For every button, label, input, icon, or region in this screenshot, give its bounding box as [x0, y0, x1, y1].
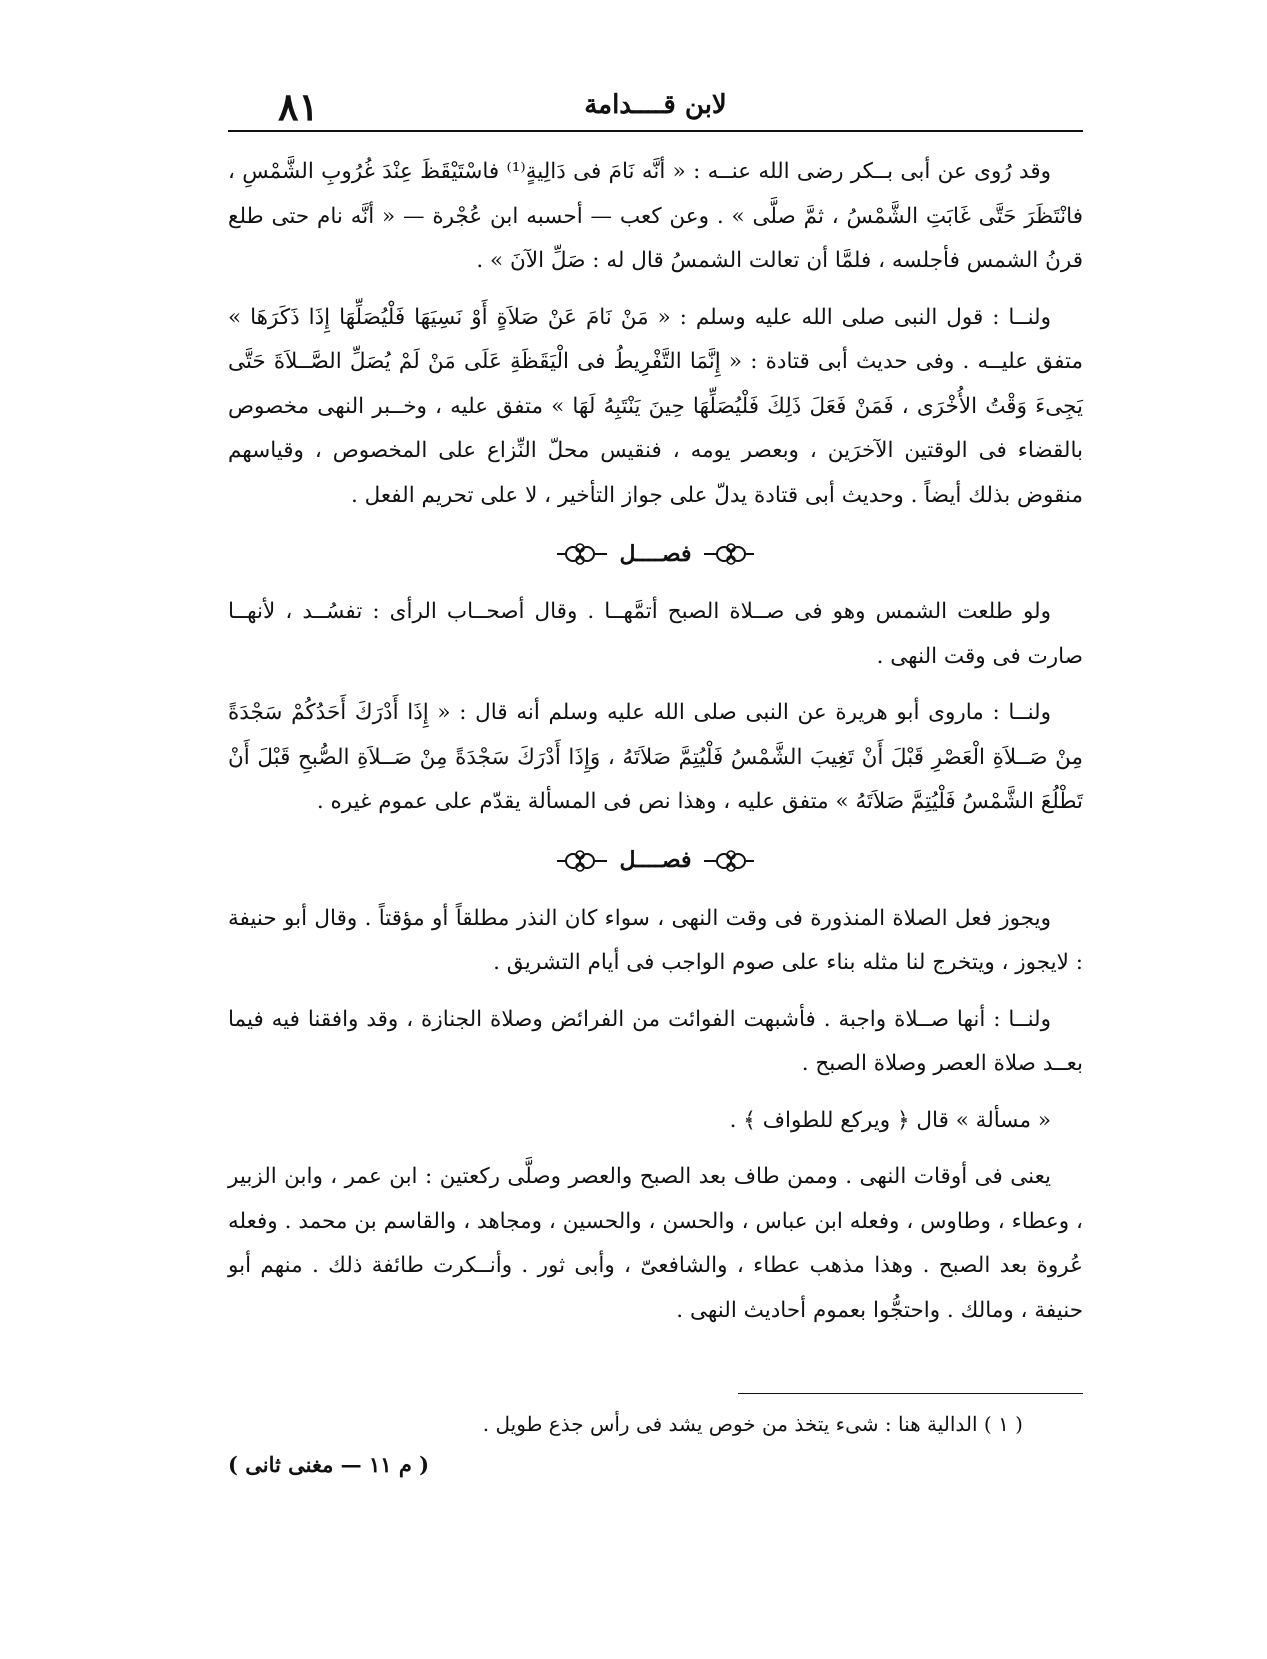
paragraph: ولنــا : ماروى أبو هريرة عن النبى صلى الله عليه وسلم أنه قال : « إِذَا أَدْرَكَ أَحَدُكُمْ سَجْدَةً مِنْ صَــلاَةِ الْعَصْرِ قَبْلَ أَنْ تَغِيبَ الشَّمْسُ فَلْيُتِمَّ صَلاَتَهُ ، وَإِذَا أَدْرَكَ سَجْدَةً مِنْ صَــلاَةِ الصُّبحِ قَبْلَ أَنْ تَطْلُعَ الشَّمْسُ فَلْيُتِمَّ صَلاَتَهُ » متفق عليه ، وهذا نص فى المسألة يقدّم على عموم غيره . — [228, 700, 1083, 814]
masala-line: « مسألة » قال ﴿ ويركع للطواف ﴾ . — [729, 1107, 1051, 1133]
section-heading — [228, 837, 1083, 885]
paragraph: ولنــا : قول النبى صلى الله عليه وسلم : « مَنْ نَامَ عَنْ صَلاَةٍ أَوْ نَسِيَهَا فَلْيُصَلِّهَا إِذَا ذَكَرَهَا » متفق عليــه . وفى حديث أبى قتادة : « إِنَّمَا التَّفْرِيطُ فى الْيَقَظَةِ عَلَى مَنْ لَمْ يُصَلِّ الصَّــلاَةَ حَتَّى يَجِىءَ وَقْتُ الأُخْرَى ، فَمَنْ فَعَلَ ذَلِكَ فَلْيُصَلِّهَا حِينَ يَنْتَبِهُ لَهَا » متفق عليه ، وخــبر النهى مخصوص بالقضاء فى الوقتين الآخرَين ، وبعصر يومه ، فنقيس محلّ النِّزاع على المخصوص ، وقياسهم منقوض بذلك أيضاً . وحديث أبى قتادة يدلّ على جواز التأخير ، لا على تحريم الفعل . — [228, 304, 1083, 508]
printer-signature: ( م ١١ — مغنى ثانى ) — [228, 1452, 430, 1477]
floral-ornament-icon — [555, 540, 609, 568]
paragraph: ولو طلعت الشمس وهو فى صــلاة الصبح أتمَّهــا . وقال أصحــاب الرأى : تفسُــد ، لأنهــا صارت فى وقت النهى . — [228, 599, 1083, 669]
footnote-divider — [738, 1393, 1083, 1394]
paragraph: ويجوز فعل الصلاة المنذورة فى وقت النهى ، سواء كان النذر مطلقاً أو مؤقتاً . وقال أبو حنيفة : لايجوز ، ويتخرج لنا مثله بناء على صوم الواجب فى أيام التشريق . — [228, 905, 1083, 975]
section-heading-label: فصــــل — [619, 847, 692, 874]
floral-ornament-icon — [555, 847, 609, 875]
paragraph: وقد رُوى عن أبى بــكر رضى الله عنــه : « أنَّه نَامَ فى دَالِيةٍ⁽¹⁾ فاسْتَيْقَظَ عِنْدَ غُرُوبِ الشَّمْسِ ، فانْتَظَرَ حَتَّى غَابَتِ الشَّمْسُ ، ثمَّ صلَّى » . وعن كعب — أحسبه ابن عُجْرة — « أنَّه نام حتى طلع قرنُ الشمس فأجلسه ، فلمَّا أن تعالت الشمسُ قال له : صَلِّ الآنَ » . — [228, 159, 1083, 273]
section-heading — [228, 530, 1083, 578]
section-heading-label: فصــــل — [619, 540, 692, 567]
paragraph: ولنــا : أنها صــلاة واجبة . فأشبهت الفوائت من الفرائض وصلاة الجنازة ، وقد وافقنا فيه فيما بعــد صلاة العصر وصلاة الصبح . — [228, 1006, 1083, 1076]
footnote: ( ١ ) الدالية هنا : شىء يتخذ من خوص يشد فى رأس جذع طويل . — [482, 1412, 1023, 1436]
page-header — [228, 84, 1083, 132]
page-number: ٨١ — [278, 84, 319, 129]
floral-ornament-icon — [702, 847, 756, 875]
body-text — [228, 150, 1083, 1345]
paragraph: يعنى فى أوقات النهى . وممن طاف بعد الصبح والعصر وصلَّى ركعتين : ابن عمر ، وابن الزبير ، وعطاء ، وطاوس ، وفعله ابن عباس ، والحسن ، والحسين ، ومجاهد ، والقاسم بن محمد . وفعله عُروة بعد الصبح . وهذا مذهب عطاء ، والشافعىّ ، وأبى ثور . وأنــكرت طائفة ذلك . منهم أبو حنيفة ، ومالك . واحتجُّوا بعموم أحاديث النهى . — [228, 1164, 1083, 1323]
running-title: لابن قــــدامة — [584, 90, 727, 120]
floral-ornament-icon — [702, 540, 756, 568]
